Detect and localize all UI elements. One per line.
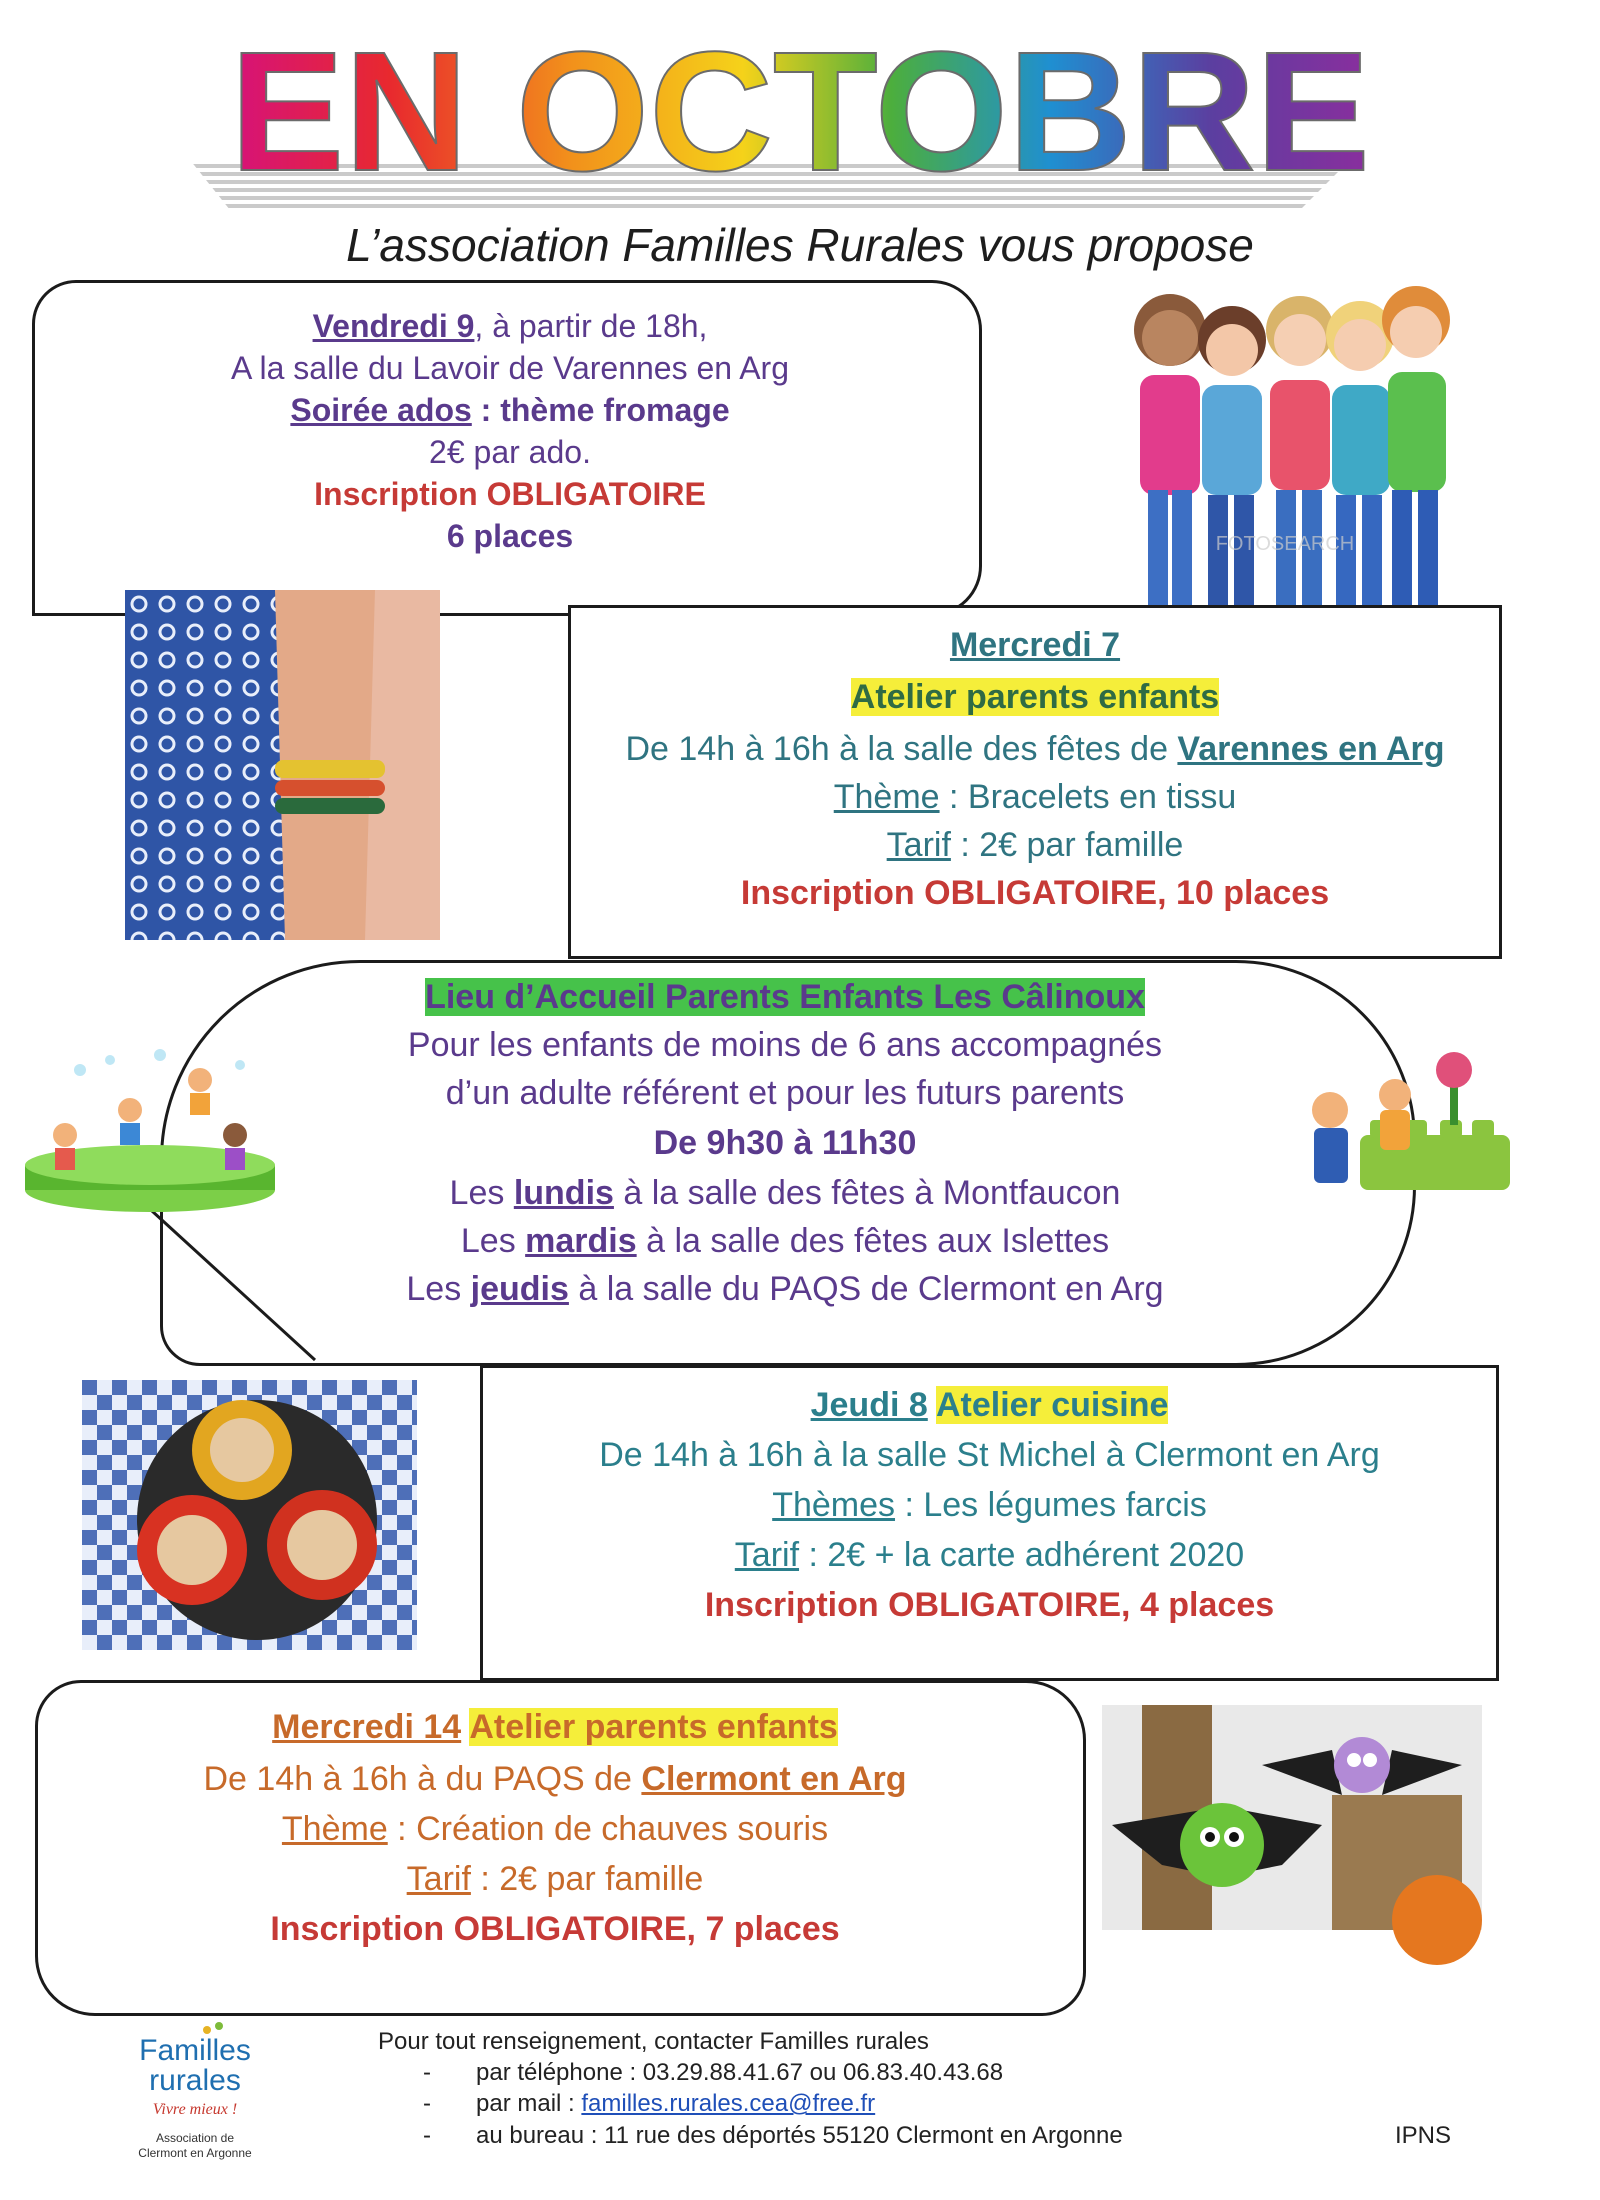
event-bracelets (570, 628, 1500, 910)
bracelets-place: De 14h à 16h à la salle des fêtes de (625, 730, 1178, 768)
chauves-theme-label: Thème (281, 1810, 388, 1848)
teens-illustration (1120, 280, 1450, 630)
dash-3: - (423, 2121, 431, 2149)
event-cuisine (482, 1388, 1497, 1622)
teen-4 (1326, 301, 1394, 610)
dash-1: - (423, 2059, 431, 2087)
chauves-town: Clermont en Arg (641, 1760, 907, 1798)
toy-blocks-illustration (1300, 1040, 1530, 1230)
ados-theme: thème fromage (500, 392, 730, 428)
cuisine-tarif: : 2€ + la carte adhérent 2020 (799, 1536, 1245, 1574)
logo-line-1: Familles (139, 2034, 251, 2067)
title-text: EN OCTOBRE (230, 20, 1370, 207)
contact-info (378, 2026, 1123, 2151)
cuisine-inscription: Inscription OBLIGATOIRE, 4 places (704, 1586, 1275, 1624)
contact-phone: par téléphone : 03.29.88.41.67 ou 06.83.40.43.68 (476, 2059, 1004, 2087)
bracelets-tarif-label: Tarif (886, 826, 951, 864)
familles-rurales-logo (115, 2020, 275, 2170)
contact-mail-label: par mail : (476, 2090, 582, 2118)
logo-slogan: Vivre mieux ! (152, 2101, 238, 2118)
bracelet-2 (275, 780, 385, 796)
subtitle: L’association Familles Rurales vous propose (346, 219, 1254, 271)
cuisine-tarif-label: Tarif (734, 1536, 800, 1574)
chauves-place: De 14h à 16h à du PAQS de (203, 1760, 642, 1798)
bracelets-date: Mercredi 7 (949, 626, 1121, 664)
contact-office: au bureau : 11 rue des déportés 55120 Clermont en Argonne (476, 2121, 1123, 2149)
bracelet-3 (275, 798, 385, 814)
calinoux-desc-2: d’un adulte référent et pour les futurs parents (445, 1074, 1125, 1112)
chauves-activity: Atelier parents enfants (469, 1708, 838, 1746)
dash-2: - (423, 2090, 431, 2118)
ados-date: Vendredi 9 (312, 308, 475, 344)
calinoux-place-1: à la salle des fêtes à Montfaucon (613, 1174, 1121, 1212)
ipns-label: IPNS (1395, 2122, 1452, 2149)
bracelets-town: Varennes en Arg (1177, 730, 1445, 768)
event-calinoux (270, 980, 1300, 1306)
logo-assoc-1: Association de (155, 2131, 235, 2145)
logo-dot-1 (203, 2026, 211, 2034)
ados-inscription: Inscription OBLIGATOIRE (314, 476, 706, 512)
calinoux-place-2: à la salle des fêtes aux Islettes (636, 1222, 1110, 1260)
event-ados (140, 310, 880, 552)
contact-intro: Pour tout renseignement, contacter Familles rurales (378, 2028, 929, 2055)
calinoux-hours: De 9h30 à 11h30 (653, 1124, 917, 1162)
bracelet-1 (275, 760, 385, 778)
calinoux-les-2: Les (460, 1222, 526, 1260)
bats-photo (1102, 1705, 1482, 1967)
teen-5 (1382, 286, 1450, 610)
teen-2 (1198, 306, 1266, 610)
cuisine-activity: Atelier cuisine (935, 1386, 1169, 1424)
calinoux-name: Lieu d’Accueil Parents Enfants Les Câlinoux (425, 978, 1145, 1016)
ados-type: Soirée ados (290, 392, 472, 428)
chauves-date: Mercredi 14 (272, 1708, 462, 1746)
pumpkin (1392, 1875, 1482, 1965)
teen-3 (1266, 296, 1334, 610)
teen-1 (1134, 294, 1206, 610)
ados-price: 2€ par ado. (429, 434, 591, 470)
cuisine-place: De 14h à 16h à la salle St Michel à Clermont en Arg (599, 1436, 1380, 1474)
cuisine-theme-label: Thèmes (772, 1486, 896, 1524)
stuffed-peppers-photo (82, 1380, 417, 1650)
cuisine-date: Jeudi 8 (810, 1386, 928, 1424)
playground-illustration (20, 1040, 280, 1220)
logo-assoc-2: Clermont en Argonne (138, 2146, 252, 2160)
ados-place: A la salle du Lavoir de Varennes en Arg (231, 350, 789, 386)
calinoux-desc-1: Pour les enfants de moins de 6 ans accompagnés (407, 1026, 1163, 1064)
stock-watermark: FOTOSEARCH (1215, 533, 1355, 555)
bracelets-theme: : Bracelets en tissu (939, 778, 1237, 816)
calinoux-day-2: mardis (525, 1222, 637, 1260)
calinoux-les-3: Les (406, 1270, 471, 1308)
calinoux-les-1: Les (449, 1174, 514, 1212)
ados-places: 6 places (446, 518, 574, 554)
page-title (0, 20, 1600, 220)
bracelets-theme-label: Thème (833, 778, 940, 816)
bracelets-activity: Atelier parents enfants (850, 678, 1220, 716)
event-chauves (40, 1710, 1070, 1946)
ados-time: , à partir de 18h, (474, 308, 708, 344)
calinoux-day-3: jeudis (470, 1270, 569, 1308)
ados-theme-sep: : (471, 392, 501, 428)
chauves-tarif: : 2€ par famille (470, 1860, 704, 1898)
chauves-tarif-label: Tarif (406, 1860, 471, 1898)
logo-dot-2 (215, 2022, 223, 2030)
bracelets-inscription: Inscription OBLIGATOIRE, 10 places (740, 874, 1330, 912)
contact-mail-link[interactable]: familles.rurales.cea@free.fr (581, 2090, 876, 2118)
chauves-theme: : Création de chauves souris (387, 1810, 829, 1848)
chauves-inscription: Inscription OBLIGATOIRE, 7 places (270, 1910, 840, 1948)
logo-line-2: rurales (149, 2064, 241, 2097)
bracelets-tarif: : 2€ par famille (950, 826, 1184, 864)
calinoux-place-3: à la salle du PAQS de Clermont en Arg (568, 1270, 1164, 1308)
cuisine-theme: : Les légumes farcis (895, 1486, 1207, 1524)
purple-bat (1262, 1737, 1462, 1795)
calinoux-day-1: lundis (513, 1174, 614, 1212)
bracelets-photo (125, 590, 440, 940)
